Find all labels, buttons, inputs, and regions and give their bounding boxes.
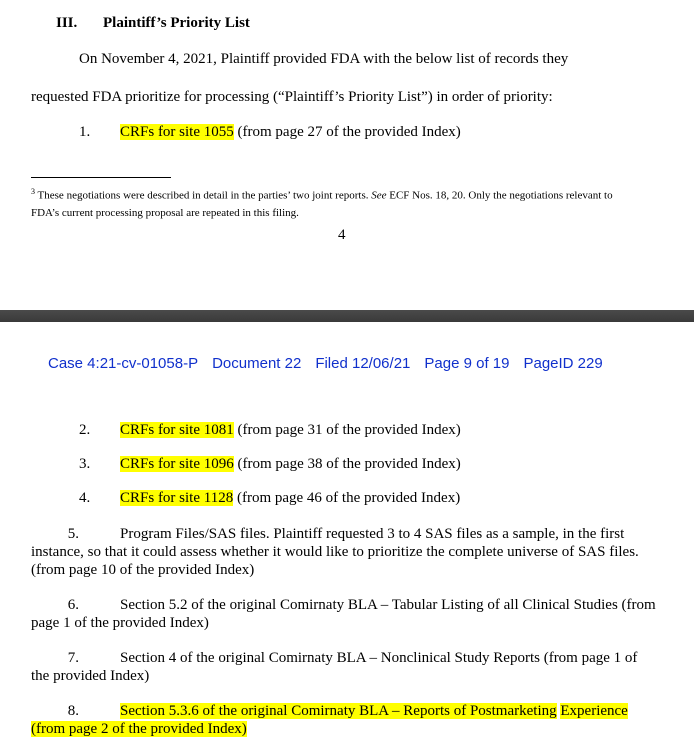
list-item-text: (from page 27 of the provided Index) xyxy=(233,124,461,140)
list-item-number: 8. xyxy=(67,703,79,719)
list-item-text: Program Files/SAS files. Plaintiff requested 3 to 4 SAS files as a sample, in the xyxy=(120,526,597,542)
highlighted-text: Section 5.3.6 of the original Comirnaty BLA – Reports of Postmarketing xyxy=(120,703,557,719)
footnote-marker: 3 xyxy=(31,187,35,196)
page-id: PageID 229 xyxy=(523,355,603,372)
document-number: Document 22 xyxy=(212,355,302,372)
footnote-see: See xyxy=(371,189,387,202)
list-item xyxy=(31,702,659,738)
list-item-number: 7. xyxy=(67,650,79,666)
list-item-number: 5. xyxy=(67,526,79,542)
list-item xyxy=(120,455,461,473)
footnote-rule xyxy=(31,177,171,178)
list-item xyxy=(31,649,659,685)
footnote-text-b: ECF Nos. 18, 20. Only the negotiations relevant to FDA’s current processing proposal are repeated in this filing. xyxy=(31,189,613,219)
list-item xyxy=(31,596,659,632)
list-item-text-continued: Studies (from page 1 of the provided Index) xyxy=(31,597,656,631)
list-item-text: Section 5.2 of the original Comirnaty BLA – Tabular Listing of all Clinical xyxy=(120,597,570,613)
list-item-text: (from page 31 of the provided Index) xyxy=(233,422,461,438)
highlighted-text: CRFs for site 1081 xyxy=(120,422,234,438)
case-number: Case 4:21-cv-01058-P xyxy=(48,355,199,372)
list-item-text: (from page 46 of the provided Index) xyxy=(233,490,461,506)
highlighted-text-continued: Experience (from page 2 of the provided Index) xyxy=(31,703,628,737)
list-item-number: 3. xyxy=(79,456,91,472)
footnote xyxy=(31,183,641,222)
section-number: III. xyxy=(56,15,78,31)
case-header xyxy=(48,355,617,372)
footnote-text-a: These negotiations were described in detail in the parties’ two joint reports. xyxy=(35,189,372,202)
list-item-number: 4. xyxy=(79,490,91,506)
list-item xyxy=(120,489,460,507)
page-of: Page 9 of 19 xyxy=(424,355,510,372)
highlighted-text: CRFs for site 1096 xyxy=(120,456,234,472)
list-item-number: 2. xyxy=(79,422,91,438)
page-break xyxy=(0,310,694,322)
intro-line-1: On November 4, 2021, Plaintiff provided FDA with the below list of records they xyxy=(79,51,569,67)
page-number: 4 xyxy=(338,227,346,243)
list-item-text: (from page 38 of the provided Index) xyxy=(233,456,461,472)
section-title: Plaintiff’s Priority List xyxy=(103,15,250,31)
list-item-text-continued: first instance, so that it could assess whether it would like to prioritize the complete universe of SAS files. (from page 10 of the provided Index) xyxy=(31,526,639,578)
list-item-number: 6. xyxy=(67,597,79,613)
list-item xyxy=(120,421,461,439)
highlighted-text: CRFs for site 1055 xyxy=(120,124,234,140)
list-item-text: Section 4 of the original Comirnaty BLA – Nonclinical Study Reports (from page xyxy=(120,650,610,666)
list-item-number: 1. xyxy=(79,124,91,140)
list-item xyxy=(120,123,461,141)
intro-line-2: requested FDA prioritize for processing (“Plaintiff’s Priority List”) in order of priority: xyxy=(31,89,553,105)
list-item xyxy=(31,525,659,579)
filed-date: Filed 12/06/21 xyxy=(315,355,411,372)
list-item-text-continued: 1 of the provided Index) xyxy=(31,650,638,684)
highlighted-text: CRFs for site 1128 xyxy=(120,490,234,506)
